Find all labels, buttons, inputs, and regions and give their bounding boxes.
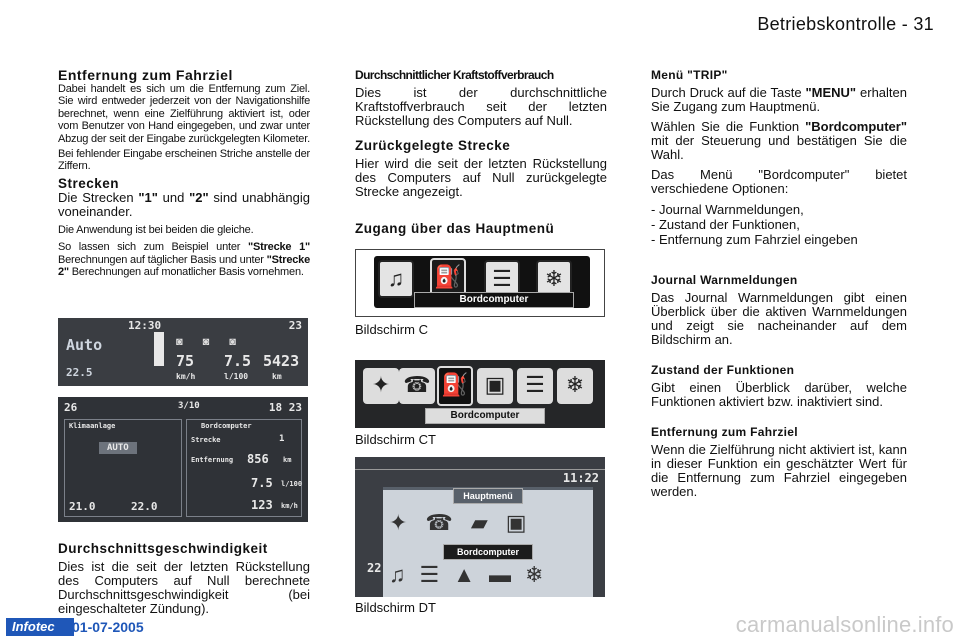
screen-dt-divider — [355, 469, 605, 470]
screen-dt-title: Hauptmenü — [453, 488, 523, 504]
display-trip-indicator — [154, 332, 164, 366]
watermark: carmanualsonline.info — [735, 612, 954, 637]
menu-tile-vehicle — [477, 368, 513, 404]
section-average-speed — [58, 541, 310, 616]
screen-ct-label: Bordcomputer — [425, 408, 545, 424]
caption-screen-dt: Bildschirm DT — [355, 600, 436, 615]
option-item: - Entfernung zum Fahrziel eingeben — [651, 232, 907, 247]
text-select-function: Wählen Sie die Funktion "Bordcomputer" mit der Steuerung und bestätigen Sie die Wahl. — [651, 119, 907, 162]
display-b-row3-unit: l/100 — [281, 480, 303, 488]
display-unit-consumption: l/100 — [224, 372, 249, 381]
display-b-row1-value: 1 — [279, 434, 285, 444]
display-temp: 23 — [288, 319, 302, 332]
display-b-row3-value: 7.5 — [251, 476, 273, 490]
display-b-row4-unit: km/h — [281, 502, 298, 510]
heading-trip-menu: Menü "TRIP" — [651, 68, 728, 82]
display-b-left-title: Klimaanlage — [69, 422, 116, 430]
display-b-temp-right: 22.0 — [131, 500, 158, 513]
options-list — [651, 202, 907, 247]
snowflake-icon: ❄ — [565, 372, 585, 397]
heading-average-speed: Durchschnittsgeschwindigkeit — [58, 541, 268, 556]
text-menu-options: Das Menü "Bordcomputer" bietet verschiedene Optionen: — [651, 167, 907, 196]
display-b-trip: 3/10 — [178, 401, 200, 411]
display-time: 12:30 — [128, 319, 162, 332]
caption-screen-c: Bildschirm C — [355, 322, 428, 337]
screen-dt-menu-panel — [383, 487, 593, 597]
display-b-left-panel — [64, 419, 182, 517]
screen-dt-icons-row2: ♫☰▲▬❄ — [389, 562, 558, 587]
menu-tile-climate-ct — [557, 368, 593, 404]
display-b-auto: AUTO — [99, 442, 137, 454]
display-unit-speed: km/h — [176, 372, 196, 381]
display-mode: Auto — [66, 336, 103, 354]
heading-function-state: Zustand der Funktionen — [651, 363, 795, 377]
footer-date: 01-07-2005 — [72, 619, 144, 635]
snowflake-icon: ❄ — [544, 266, 564, 291]
menu-tile-trip-computer-ct — [437, 366, 473, 406]
display-b-row4-value: 123 — [251, 498, 273, 512]
display-b-row2-unit: km — [283, 456, 292, 464]
screen-c — [355, 249, 605, 317]
display-temp-set: 22.5 — [66, 366, 93, 379]
column-middle — [355, 68, 607, 236]
screen-c-label: Bordcomputer — [414, 292, 574, 308]
text-same-usage: Die Anwendung ist bei beiden die gleiche. — [58, 223, 254, 236]
text-distance-description: Dabei handelt es sich um die Entfernung zum Ziel. Sie wird entweder jederzeit von der Navigationshilfe berechnet, wenn eine Zielführung aktiviert ist, oder vom Benutzer von Hand eingegeben, und zwar unter Abzug der seit der Eingabe zurückgelegten Kilometer. — [58, 83, 310, 145]
screen-dt-time: 11:22 — [562, 471, 599, 485]
menu-tile-audio — [378, 260, 414, 298]
option-item: - Zustand der Funktionen, — [651, 217, 907, 232]
display-b-temp: 26 — [64, 401, 78, 414]
sliders-icon: ☰ — [525, 372, 545, 397]
text-function-state: Gibt einen Überblick darüber, welche Funktionen aktiviert bzw. inaktiviert sind. — [651, 380, 907, 409]
heading-average-consumption: Durchschnittlicher Kraftstoffverbrauch — [355, 68, 554, 82]
text-target-distance: Wenn die Zielführung nicht aktiviert ist, kann in dieser Funktion ein geschätzter Wert für die Entfernung zum Fahrziel eingegeben werden. — [651, 442, 907, 499]
display-screenshot-b — [58, 397, 308, 522]
heading-distance-to-destination: Entfernung zum Fahrziel — [58, 67, 233, 83]
heading-strecken: Strecken — [58, 175, 120, 191]
text-dashes-note: Bei fehlender Eingabe erscheinen Striche anstelle der Ziffern. — [58, 148, 310, 173]
display-b-temp-left: 21.0 — [69, 500, 96, 513]
text-average-consumption: Dies ist der durchschnittliche Kraftstoffverbrauch seit der letzten Rückstellung des Computers auf Null. — [355, 85, 607, 128]
text-distance-travelled: Hier wird die seit der letzten Rückstellung des Computers auf Null zurückgelegte Strecke angezeigt. — [355, 156, 607, 199]
car-icon: ▣ — [484, 372, 506, 397]
display-unit-distance: km — [272, 372, 282, 381]
screen-dt-icons-row1: ✦☎▰▣ — [389, 510, 545, 535]
menu-tile-settings-ct — [517, 368, 553, 404]
display-value-distance: 5423 — [263, 352, 300, 370]
display-value-consumption: 7.5 — [224, 352, 252, 370]
page-title: Betriebskontrolle - 31 — [757, 14, 934, 34]
caption-screen-ct: Bildschirm CT — [355, 432, 436, 447]
heading-distance-travelled: Zurückgelegte Strecke — [355, 138, 511, 153]
display-b-row1-label: Strecke — [191, 436, 221, 444]
heading-main-menu-access: Zugang über das Hauptmenü — [355, 221, 555, 236]
column-right — [651, 68, 907, 499]
menu-tile-trip-computer — [430, 258, 466, 296]
display-b-right-panel — [186, 419, 302, 517]
text-strecken-independent: Die Strecken "1" und "2" sind unabhängig voneinander. — [58, 189, 310, 219]
display-b-time: 18 23 — [268, 401, 302, 414]
display-b-right-title: Bordcomputer — [201, 422, 252, 430]
display-value-speed: 75 — [176, 352, 195, 370]
menu-tile-telematics — [399, 368, 435, 404]
compass-icon: ✦ — [371, 372, 391, 397]
car-icons: ◙◙◙ — [176, 336, 256, 348]
sliders-icon: ☰ — [492, 266, 512, 291]
infotec-badge: Infotec — [6, 618, 74, 636]
text-warning-log: Das Journal Warnmeldungen gibt einen Überblick über die aktiven Warnmeldungen und zeigt sie nacheinander auf dem Bildschirm an. — [651, 290, 907, 347]
text-trip-menu: Durch Druck auf die Taste "MENU" erhalten Sie Zugang zum Hauptmenü. — [651, 85, 907, 114]
menu-tile-nav — [363, 368, 399, 404]
heading-target-distance: Entfernung zum Fahrziel — [651, 425, 798, 439]
screen-dt-left-value: 22 — [367, 561, 382, 575]
fuel-pump-icon: ⛽ — [441, 372, 469, 397]
heading-warning-log: Journal Warnmeldungen — [651, 273, 798, 287]
phone-icon: ☎ — [403, 372, 431, 397]
display-b-row2-value: 856 — [247, 452, 269, 466]
fuel-pump-icon: ⛽ — [434, 264, 462, 289]
option-item: - Journal Warnmeldungen, — [651, 202, 907, 217]
screen-ct — [355, 360, 605, 428]
screen-c-menu — [374, 256, 590, 308]
audio-icon: ♫ — [387, 266, 405, 291]
display-screenshot-a — [58, 318, 308, 386]
screen-dt — [355, 457, 605, 597]
column-left — [58, 68, 310, 278]
text-example: So lassen sich zum Beispiel unter "Strecke 1" Berechnungen auf täglicher Basis und unter "Strecke 2" Berechnungen auf monatlicher Basis vornehmen. — [58, 241, 310, 279]
text-average-speed: Dies ist die seit der letzten Rückstellung des Computers auf Null berechnete Durchschnittsgeschwindigkeit (bei eingeschalteter Zündung). — [58, 559, 310, 616]
screen-dt-label: Bordcomputer — [443, 544, 533, 560]
display-b-row2-label: Entfernung — [191, 456, 234, 464]
